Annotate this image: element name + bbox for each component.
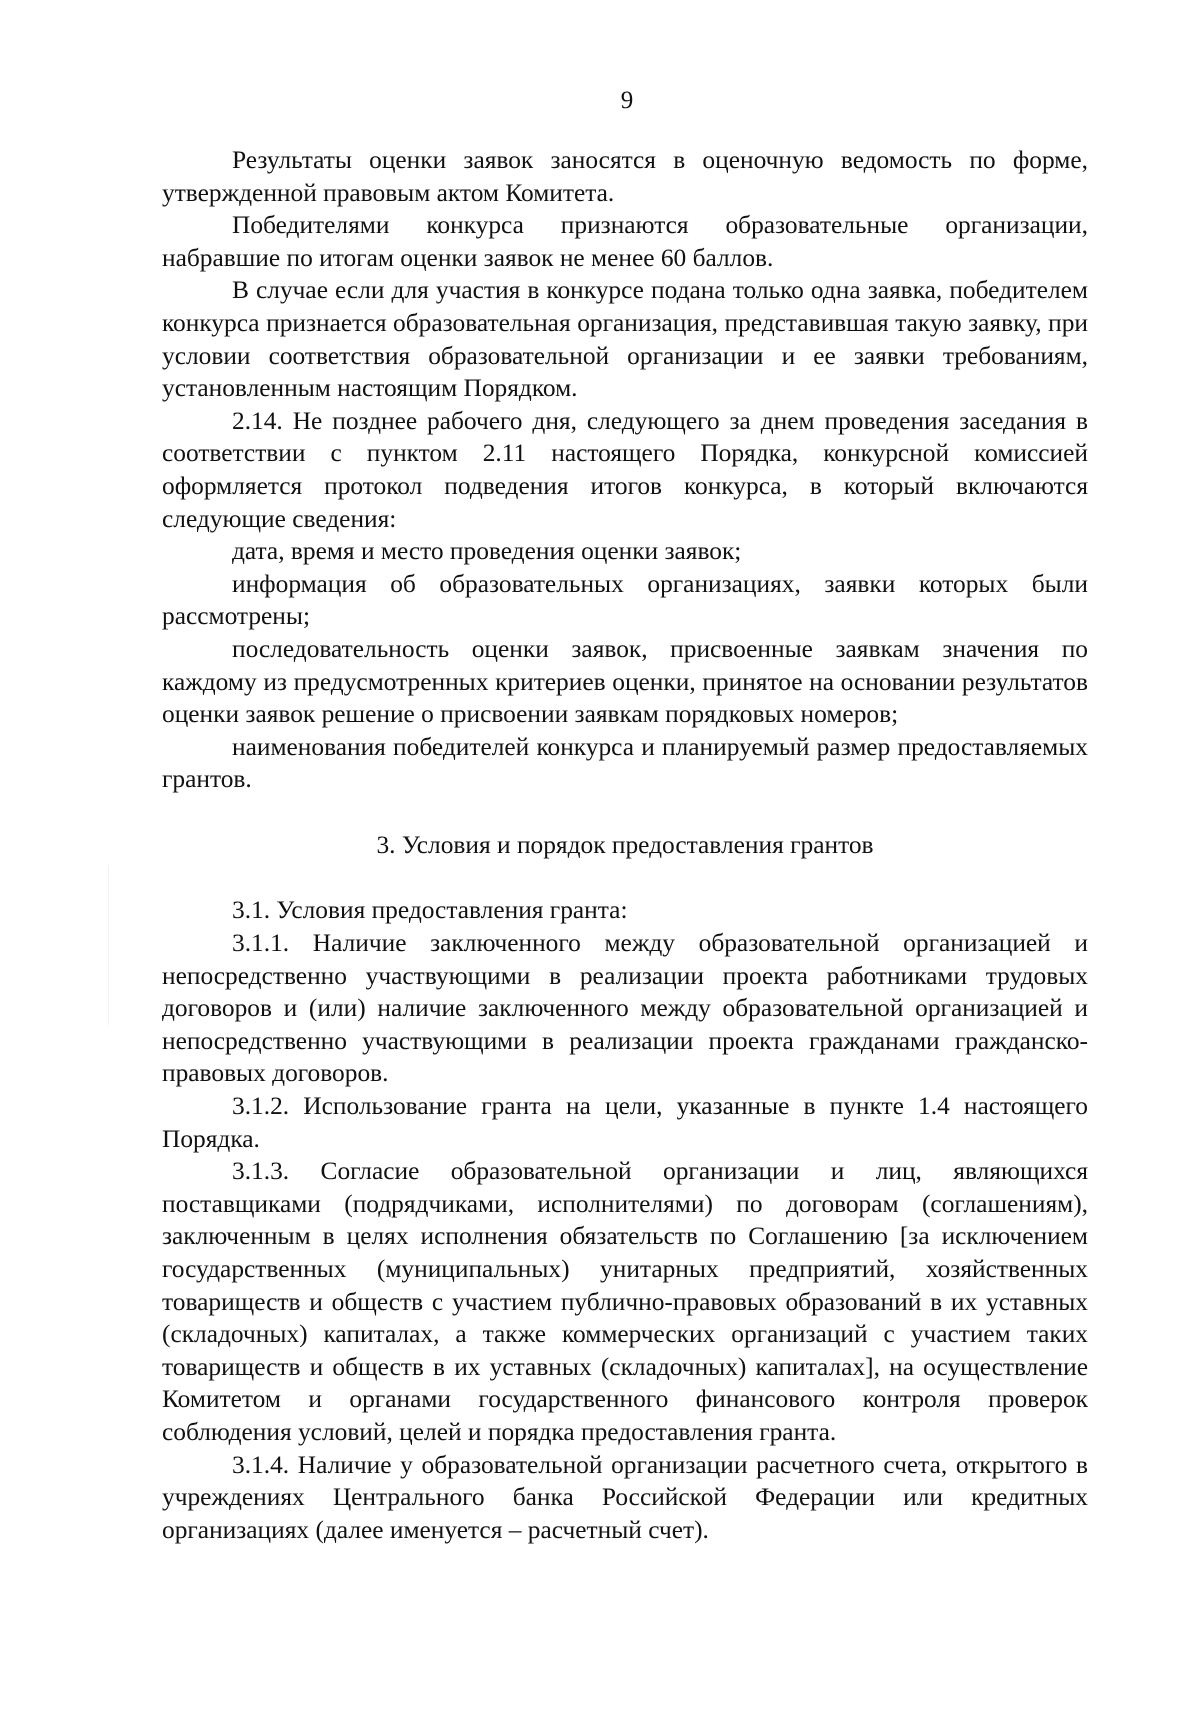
scan-artifact — [108, 865, 109, 1025]
paragraph-winners-criteria: Победителями конкурса признаются образовательные организации, набравшие по итогам оценки заявок не менее 60 баллов. — [162, 211, 1088, 272]
paragraph-3-1-3: 3.1.3. Согласие образовательной организации и лиц, являющихся поставщиками (подрядчиками, исполнителями) по договорам (соглашениям), заключенным в целях исполнения обязательств по Соглашению [за исключением государственных (муниципальных) унитарных предприятий, хозяйственных товариществ и обществ с участием публично-правовых образований в их уставных (складочных) капиталах, а также коммерческих организаций с участием таких товариществ и обществ в их уставных (складочных) капиталах], на осуществление Комитетом и органами государственного финансового контроля проверок соблюдения условий, целей и порядка предоставления гранта. — [162, 1157, 1088, 1446]
paragraph-2-14: 2.14. Не позднее рабочего дня, следующего за днем проведения заседания в соответствии с пунктом 2.11 настоящего Порядка, конкурсной комиссией оформляется протокол подведения итогов конкурса, в который включаются следующие сведения: — [162, 406, 1088, 533]
page-number: 9 — [620, 87, 634, 114]
list-item-evaluation-sequence: последовательность оценки заявок, присвоенные заявкам значения по каждому из предусмотренных критериев оценки, принятое на основании результатов оценки заявок решение о присвоении заявкам порядковых номеров; — [162, 634, 1088, 729]
paragraph-3-1: 3.1. Условия предоставления гранта: — [232, 896, 628, 925]
list-item-organizations-info: информация об образовательных организациях, заявки которых были рассмотрены; — [162, 569, 1088, 631]
paragraph-single-application: В случае если для участия в конкурсе подана только одна заявка, победителем конкурса признается образовательная организация, представившая такую заявку, при условии соответствия образовательной организации и ее заявки требованиям, установленным настоящим Порядком. — [162, 276, 1088, 403]
section-heading: 3. Условия и порядок предоставления грантов — [376, 830, 874, 859]
paragraph-results-recording: Результаты оценки заявок заносятся в оценочную ведомость по форме, утвержденной правовым актом Комитета. — [162, 146, 1088, 207]
paragraph-3-1-1: 3.1.1. Наличие заключенного между образовательной организацией и непосредственно участвующими в реализации проекта работниками трудовых договоров и (или) наличие заключенного между образовательной организацией и непосредственно участвующими в реализации проекта гражданами гражданско-правовых договоров. — [162, 929, 1088, 1088]
document-body — [162, 144, 1088, 1546]
paragraph-3-1-4: 3.1.4. Наличие у образовательной организации расчетного счета, открытого в учреждениях Центрального банка Российской Федерации или кредитных организациях (далее именуется – расчетный счет). — [162, 1450, 1088, 1544]
list-item-date-time-place: дата, время и место проведения оценки заявок; — [232, 537, 742, 566]
paragraph-3-1-2: 3.1.2. Использование гранта на цели, указанные в пункте 1.4 настоящего Порядка. — [162, 1092, 1088, 1153]
list-item-winners-names: наименования победителей конкурса и планируемый размер предоставляемых грантов. — [162, 732, 1088, 794]
